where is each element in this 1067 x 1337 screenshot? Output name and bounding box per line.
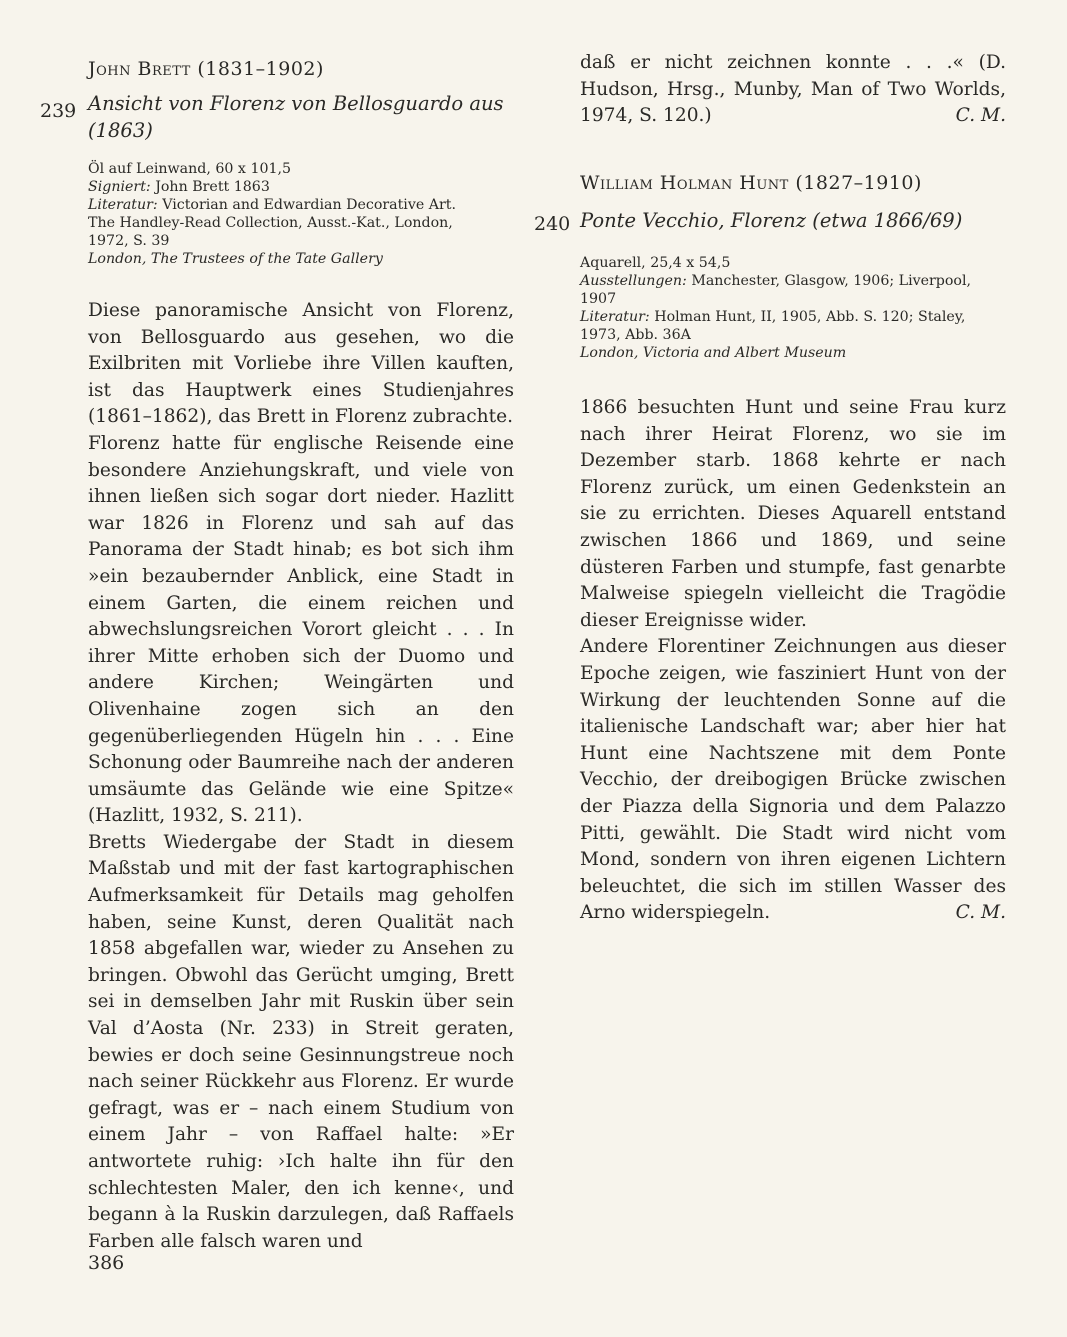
exhibitions-label: Ausstellungen: <box>580 273 687 289</box>
paragraph: 1866 besuchten Hunt und seine Frau kurz nach ihrer Heirat Florenz, wo sie im Dezember starb. 1868 kehrte er nach Florenz zurück, um einen Gedenkstein an sie zu errichten. Dieses Aquarell entstand zwischen 1866 und 1869, und seine düsteren Farben und stumpfe, fast genarbte Malweise spiegeln vielleicht die Tragödie dieser Ereignisse wider. <box>580 397 1006 631</box>
literature-value-3: 1972, S. 39 <box>88 233 170 249</box>
paragraph: Diese panoramische Ansicht von Florenz, von Bellosguardo aus gesehen, wo die Exilbriten mit Vorliebe ihre Villen kauften, ist das Hauptwerk eines Studienjahres (1861–1862), das Brett in Florenz zubrachte. <box>88 300 514 428</box>
literature-value: Holman Hunt, II, 1905, Abb. S. 120; Staley, <box>654 309 966 325</box>
paragraph: Andere Florentiner Zeichnungen aus dieser Epoche zeigen, wie fasziniert Hunt von der Wirkung der leuchtenden Sonne auf die italienische Landschaft war; aber hier hat Hunt eine Nachtszene mit dem Ponte Vecchio, der dreibogigen Brücke zwischen der Piazza della Signoria und dem Palazzo Pitti, gewählt. Die Stadt wird nicht vom Mond, sondern von ihren eigenen Lichtern beleuchtet, die sich im stillen Wasser des Arno widerspiegeln. <box>580 636 1006 924</box>
location: London, Victoria and Albert Museum <box>580 345 847 361</box>
exhibitions-value: Manchester, Glasgow, 1906; Liverpool, <box>691 273 972 289</box>
entry-title-239-line1: Ansicht von Florenz von Bellosguardo aus <box>88 92 504 115</box>
literature-value-2: 1973, Abb. 36A <box>580 327 691 343</box>
body-text-239 <box>88 298 514 1255</box>
page-number: 386 <box>88 1252 125 1274</box>
location: London, The Trustees of the Tate Gallery <box>88 251 383 267</box>
metadata-240 <box>580 254 1006 362</box>
author-initials: C. M. <box>955 105 1006 127</box>
literature-value-2: The Handley-Read Collection, Ausst.-Kat., London, <box>88 215 453 231</box>
exhibitions-value-2: 1907 <box>580 291 617 307</box>
body-text-240 <box>580 395 1006 927</box>
entry-title-239-line2: (1863) <box>88 119 153 142</box>
entry-number-239: 239 <box>40 100 77 122</box>
medium: Öl auf Leinwand, 60 x 101,5 <box>88 161 292 177</box>
signed-label: Signiert: <box>88 179 151 195</box>
heading-william-holman-hunt: William Holman Hunt (1827–1910) <box>580 172 922 194</box>
heading-john-brett: John Brett (1831–1902) <box>88 58 324 80</box>
entry-number-240: 240 <box>534 213 571 235</box>
literature-value-1: Victorian and Edwardian Decorative Art. <box>162 197 456 213</box>
signed-value: John Brett 1863 <box>155 179 270 195</box>
author-initials: C. M. <box>955 902 1006 924</box>
entry-title-240: Ponte Vecchio, Florenz (etwa 1866/69) <box>580 209 963 232</box>
continuation-text <box>580 50 1006 130</box>
paragraph: daß er nicht zeichnen konnte . . .« (D. Hudson, Hrsg., Munby, Man of Two Worlds, 1974, S. 120.) <box>580 52 1006 127</box>
literature-label: Literatur: <box>580 309 650 325</box>
paragraph: Florenz hatte für englische Reisende eine besondere Anziehungskraft, und viele von ihnen ließen sich sogar dort nieder. Hazlitt war 1826 in Florenz und sah auf das Panorama der Stadt hinab; es bot sich ihm »ein bezaubernder Anblick, eine Stadt in einem Garten, die einem reichen und abwechslungsreichen Vorort gleicht . . . In ihrer Mitte erhoben sich der Duomo und andere Kirchen; Weingärten und Olivenhaine zogen sich an den gegenüberliegenden Hügeln hin . . . Eine Schonung oder Baumreihe nach der anderen umsäumte das Gelände wie eine Spitze« (Hazlitt, 1932, S. 211). <box>88 432 514 827</box>
metadata-239 <box>88 160 514 268</box>
medium: Aquarell, 25,4 x 54,5 <box>580 255 731 271</box>
literature-label: Literatur: <box>88 197 158 213</box>
entry-title-239 <box>88 90 518 144</box>
paragraph: Bretts Wiedergabe der Stadt in diesem Maßstab und mit der fast kartographischen Aufmerksamkeit für Details mag geholfen haben, seine Kunst, deren Qualität nach 1858 abgefallen war, wieder zu Ansehen zu bringen. Obwohl das Gerücht umging, Brett sei in demselben Jahr mit Ruskin über sein Val d’Aosta (Nr. 233) in Streit geraten, bewies er doch seine Gesinnungstreue noch nach seiner Rückkehr aus Florenz. Er wurde gefragt, was er – nach einem Studium von einem Jahr – von Raffael halte: »Er antwortete ruhig: ›Ich halte ihn für den schlechtesten Maler, den ich kenne‹, und begann à la Ruskin darzulegen, daß Raffaels Farben alle falsch waren und <box>88 831 514 1252</box>
